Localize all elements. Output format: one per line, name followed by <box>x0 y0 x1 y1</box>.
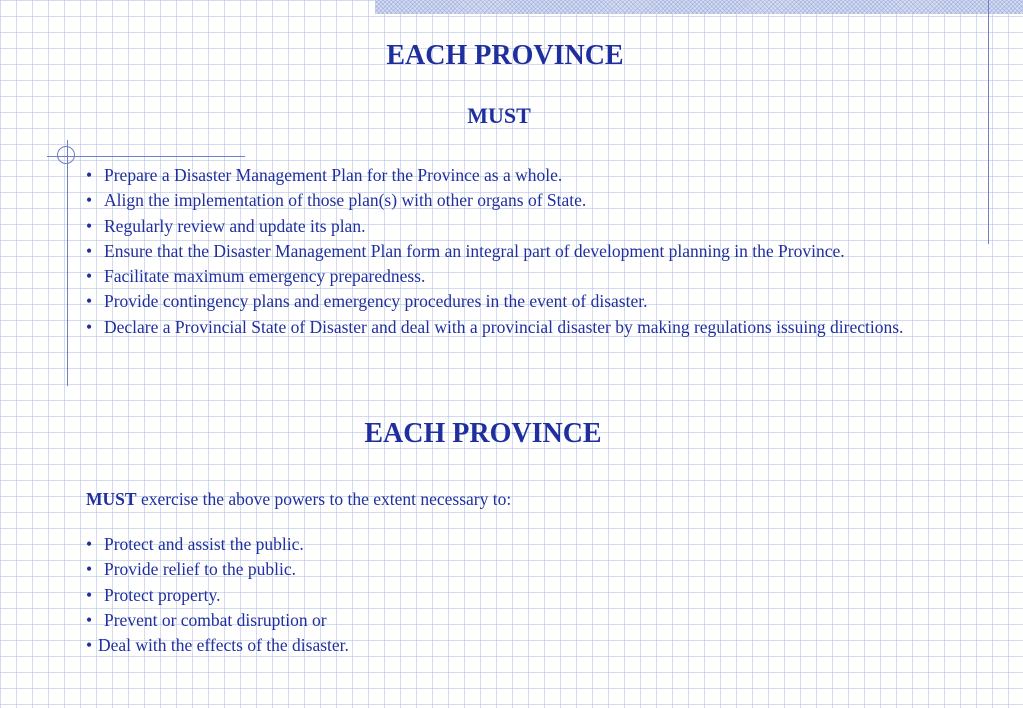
list-item <box>86 633 926 658</box>
list-item-text: Facilitate maximum emergency preparedness. <box>104 266 426 287</box>
circle-ornament-icon <box>57 146 75 164</box>
decorative-horizontal-line <box>47 156 245 157</box>
list-item <box>86 532 926 557</box>
list-item-text: Protect property. <box>104 584 221 605</box>
list-item-text: Declare a Provincial State of Disaster and deal with a provincial disaster by making regulations issuing directions. <box>104 316 904 337</box>
must-bold-text: MUST <box>86 489 137 509</box>
section2-intro <box>86 487 511 512</box>
section2-bullet-list <box>86 532 926 658</box>
list-item <box>86 289 926 314</box>
bullet-icon: • <box>86 559 93 580</box>
bullet-icon: • <box>86 291 93 312</box>
bullet-icon: • <box>86 609 93 630</box>
list-item <box>86 557 926 582</box>
section1-bullet-list <box>86 163 926 340</box>
bullet-icon: • <box>86 266 93 287</box>
list-item <box>86 163 926 188</box>
bullet-icon: • <box>86 584 93 605</box>
list-item <box>86 239 926 264</box>
bullet-icon: • <box>86 316 93 337</box>
bullet-icon: • <box>86 240 93 261</box>
list-item-text: Provide relief to the public. <box>104 559 296 580</box>
must-rest-text: exercise the above powers to the extent necessary to: <box>136 489 512 509</box>
bullet-icon: • <box>86 534 93 554</box>
list-item-text: Prepare a Disaster Management Plan for the Province as a whole. <box>104 165 563 185</box>
list-item-text: Align the implementation of those plan(s) with other organs of State. <box>104 190 587 211</box>
list-item-text: Prevent or combat disruption or <box>104 609 327 630</box>
bullet-icon: • <box>86 215 93 236</box>
decorative-vertical-line-left <box>67 140 68 386</box>
bullet-icon: • <box>86 190 93 211</box>
list-item-text: Ensure that the Disaster Management Plan form an integral part of development planning in the Province. <box>104 240 845 261</box>
list-item <box>86 608 926 633</box>
list-item <box>86 188 926 213</box>
section1-subtitle: MUST <box>467 103 531 128</box>
bullet-icon: • <box>86 165 93 185</box>
list-item <box>86 214 926 239</box>
list-item-text: Regularly review and update its plan. <box>104 215 366 236</box>
list-item <box>86 583 926 608</box>
section1-title: EACH PROVINCE <box>386 40 624 71</box>
bullet-icon: • <box>86 635 93 656</box>
list-item <box>86 315 926 340</box>
list-item <box>86 264 926 289</box>
list-item-text: Provide contingency plans and emergency procedures in the event of disaster. <box>104 291 648 312</box>
list-item-text: Deal with the effects of the disaster. <box>98 635 349 656</box>
list-item-text: Protect and assist the public. <box>104 534 304 554</box>
decorative-top-band <box>375 0 1023 14</box>
section2-title: EACH PROVINCE <box>364 418 602 449</box>
